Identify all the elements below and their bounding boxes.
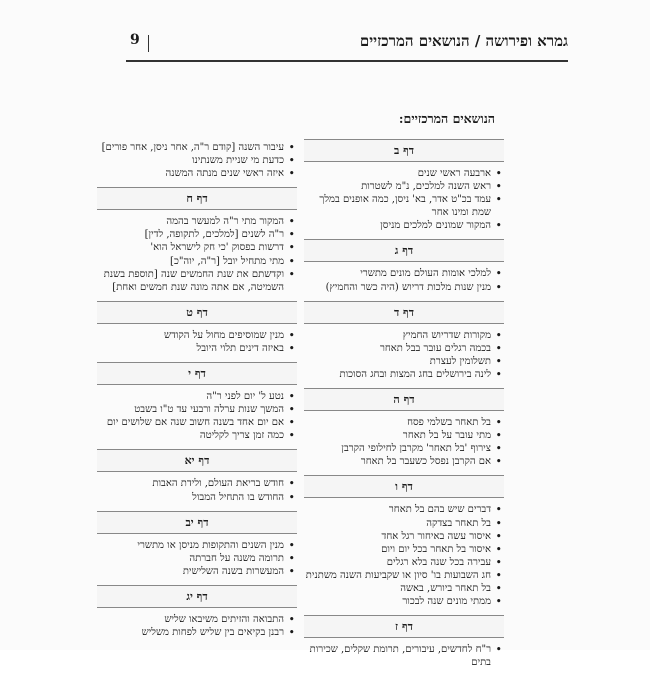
topic-item: • חג השבועות בו' סיון או שקביעות השנה משתנית (304, 569, 504, 582)
daf-heading: דף ז (304, 615, 504, 638)
topic-item: • עבירה בכל שנה בלא רגלים (304, 556, 504, 569)
daf-heading: דף ד (304, 301, 504, 324)
topic-item: • מקורות שדריוש החמיץ (304, 329, 504, 342)
topic-item: • המקור שמונים למלכים מניסן (304, 219, 504, 232)
topic-item: • איסור בל תאחר בכל יום ויום (304, 543, 504, 556)
daf-heading: דף יב (97, 511, 297, 534)
topic-list (304, 267, 504, 293)
topic-list (97, 390, 297, 442)
topic-item: • באיזה דינים תלוי היובל (97, 342, 297, 355)
topic-item: • ממתי מונים שנה לבכור (304, 595, 504, 608)
topic-item: • אם הקרבן נפסל כשעבר בל תאחר (304, 455, 504, 468)
topic-item: • למלכי אומות העולם מונים מתשרי (304, 267, 504, 280)
daf-heading: דף י (97, 362, 297, 385)
daf-heading: דף ה (304, 388, 504, 411)
daf-heading: דף ו (304, 475, 504, 498)
topic-list (304, 643, 504, 669)
running-header (126, 28, 568, 58)
topic-item: • עיבור השנה [קודם ר"ה, אחר ניסן, אחר פורים] (97, 141, 297, 154)
topic-item: • בל תאחר בצדקה (304, 517, 504, 530)
topic-item: • מתי עובר על בל תאחר (304, 429, 504, 442)
topic-list (304, 416, 504, 468)
topics-heading: הנושאים המרכזיים: (398, 111, 495, 126)
topic-item: • איזה ראשי שנים מנתה המשנה (97, 167, 297, 180)
header-rule (126, 60, 568, 62)
header-title: גמרא ופירושה / הנושאים המרכזיים (359, 32, 568, 50)
topic-item: • המעשרות בשנה השלישית (97, 565, 297, 578)
topic-item: • תרומה משנה על חברתה (97, 552, 297, 565)
continued-items (97, 141, 297, 180)
topic-list (97, 329, 297, 355)
header-separator (148, 35, 149, 52)
daf-heading: דף ט (97, 301, 297, 324)
topic-item: • בכמה רגלים עובר בבל תאחר (304, 342, 504, 355)
topic-item: • ר"ח לחדשים, עיבורים, תרומת שקלים, שכירות בתים (304, 643, 504, 669)
topic-list (304, 329, 504, 381)
topic-item: • נטע ל' יום לפני ר"ה (97, 390, 297, 403)
daf-heading: דף יג (97, 585, 297, 608)
topic-item: • מתי מתחיל יובל [ר"ה, יוה"כ] (97, 255, 297, 268)
topic-item: • רבנן בקיאים בין שליש לפחות משליש (97, 626, 297, 639)
topic-item: • אם יום אחד בשנה חשוב שנה אם שלושים יום (97, 416, 297, 429)
topic-item: • דברים שיש בהם בל תאחר (304, 503, 504, 516)
topic-item: • המקור מתי ר"ה למעשר בהמה (97, 215, 297, 228)
topic-item: • מנין שנות מלכות דריוש (היה כשר והחמיץ) (304, 281, 504, 294)
topic-list (97, 613, 297, 639)
topic-item: • החודש בו התחיל המבול (97, 491, 297, 504)
right-column (304, 136, 504, 676)
topic-item: • ארבעה ראשי שנים (304, 167, 504, 180)
topic-item: • כמה זמן צריך לקליטה (97, 429, 297, 442)
topic-item: • בל תאחר בשלמי פסח (304, 416, 504, 429)
topic-item: • צירוף 'בל תאחר' מקרבן לחילופי הקרבן (304, 442, 504, 455)
topic-item: • התבואה והזיתים משיבאו שליש (97, 613, 297, 626)
topic-item: • עמד בכ"ט אדר, בא' ניסן, כמה אופנים במלך שמת ומינו אחר (304, 193, 504, 219)
topic-list (97, 477, 297, 503)
topic-item: • חודש בריאת העולם, ולידת האבות (97, 477, 297, 490)
topic-list (304, 503, 504, 608)
topic-item: • ראש השנה למלכים, נ"מ לשטרות (304, 180, 504, 193)
topic-item: • כדעת מי שניית משנתינו (97, 154, 297, 167)
daf-heading: דף יא (97, 449, 297, 472)
topic-item: • איסור עשה באיחור רגל אחד (304, 530, 504, 543)
topic-item: • מנין שמוסיפים מחול על הקודש (97, 329, 297, 342)
left-column (97, 136, 297, 646)
topic-list (304, 167, 504, 232)
topic-item: • המשך שנות ערלה ורבעי עד ט"ו בשבט (97, 403, 297, 416)
daf-heading: דף ג (304, 239, 504, 262)
daf-heading: דף ח (97, 187, 297, 210)
topic-list (97, 215, 297, 294)
topic-item: • לינה בירושלים בחג המצות ובחג הסוכות (304, 368, 504, 381)
topic-item: • בל תאחר ביורש, באשה (304, 582, 504, 595)
topic-item: • תשלומין לעצרת (304, 355, 504, 368)
topic-list (97, 539, 297, 578)
topic-item: • וקדשתם את שנת החמשים שנה [תוספת בשנת השמיטה, אם אתה מונה שנת חמשים ואחת] (97, 268, 297, 294)
topic-item: • מנין השנים והתקופות מניסן או מתשרי (97, 539, 297, 552)
topic-item: • דרשות בפסוק 'כי חק לישראל הוא' (97, 241, 297, 254)
page-number: 9 (130, 32, 140, 48)
topic-item: • ר"ה לשנים [למלכים, לתקופה, לדין] (97, 228, 297, 241)
daf-heading: דף ב (304, 139, 504, 162)
